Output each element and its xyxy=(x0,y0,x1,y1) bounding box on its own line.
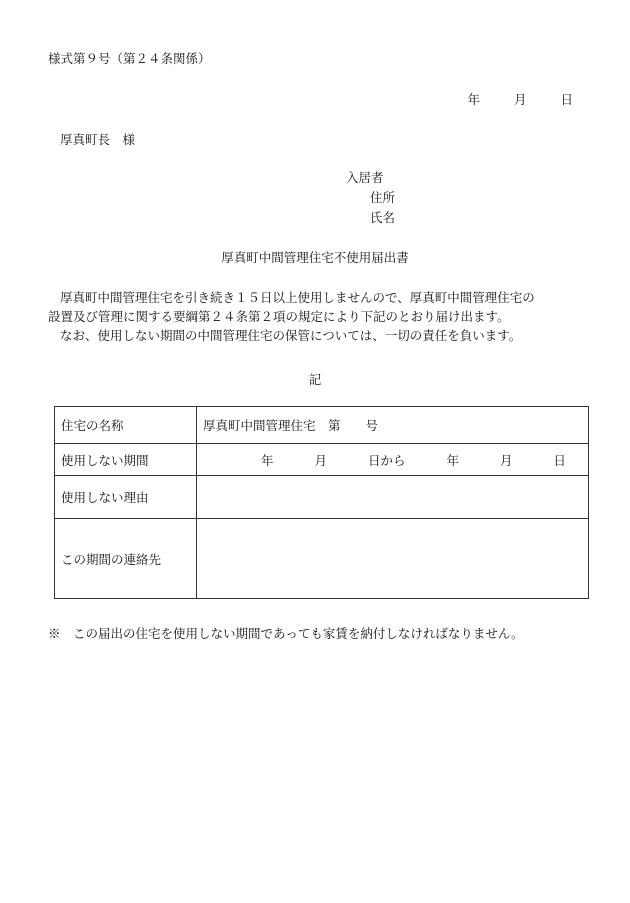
reason-field[interactable] xyxy=(197,476,589,519)
row-label-period: 使用しない期間 xyxy=(55,444,197,476)
form-number: 様式第９号（第２４条関係） xyxy=(48,51,211,66)
body-text xyxy=(48,288,588,345)
document-title: 厚真町中間管理住宅不使用届出書 xyxy=(221,250,409,265)
housing-name-field[interactable]: 厚真町中間管理住宅 第 号 xyxy=(197,407,589,444)
row-label-housing-name: 住宅の名称 xyxy=(55,407,197,444)
period-end-month: 月 xyxy=(499,452,513,468)
period-start-month: 月 xyxy=(314,452,327,468)
paragraph-2: なお、使用しない期間の中間管理住宅の保管については、一切の責任を負います。 xyxy=(60,328,522,343)
period-start-year: 年 xyxy=(261,452,274,468)
date-month: 月 xyxy=(514,92,527,107)
table-row xyxy=(55,476,589,519)
date-line xyxy=(468,90,573,108)
row-label-reason: 使用しない理由 xyxy=(55,476,197,519)
table-row xyxy=(55,444,589,476)
date-day: 日 xyxy=(560,92,573,107)
applicant-name-label: 氏名 xyxy=(370,210,396,225)
date-year: 年 xyxy=(467,92,481,107)
detail-table xyxy=(54,406,589,599)
period-field[interactable] xyxy=(197,444,589,476)
table-row xyxy=(55,519,589,599)
applicant-address-label: 住所 xyxy=(370,190,396,205)
period-end-day: 日 xyxy=(553,452,566,468)
contact-field[interactable] xyxy=(197,519,589,599)
period-end-year: 年 xyxy=(446,452,459,468)
applicant-title: 入居者 xyxy=(346,170,384,185)
ki-heading: 記 xyxy=(308,372,322,387)
applicant-info xyxy=(346,168,395,228)
table-row xyxy=(55,407,589,444)
footnote: ※ この届出の住宅を使用しない期間であっても家賃を納付しなければなりません。 xyxy=(48,626,524,641)
row-label-contact: この期間の連絡先 xyxy=(55,519,197,599)
period-start-day: 日から xyxy=(367,452,406,468)
paragraph-1-line-2: 設置及び管理に関する要綱第２４条第２項の規定により下記のとおり届け出ます。 xyxy=(48,309,510,324)
paragraph-1-line-1: 厚真町中間管理住宅を引き続き１５日以上使用しませんので、厚真町中間管理住宅の xyxy=(60,290,535,305)
addressee: 厚真町長 様 xyxy=(60,132,136,147)
